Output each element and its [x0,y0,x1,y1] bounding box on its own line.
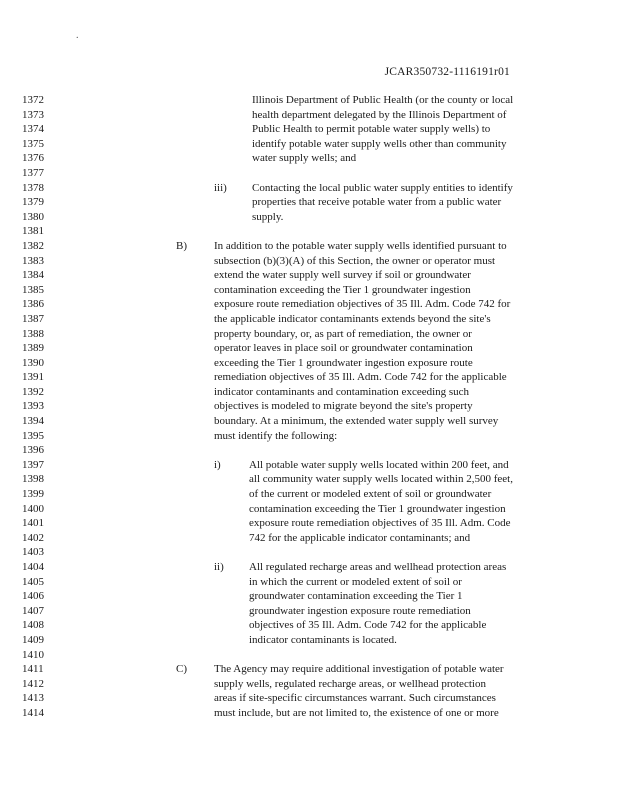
paragraph-text: supply wells, regulated recharge areas, or wellhead protection [214,677,486,690]
text-line [0,531,618,546]
text-line [0,151,618,166]
text-line [0,691,618,706]
line-number: 1374 [22,123,44,136]
paragraph-text: property boundary, or, as part of remediation, the owner or [214,327,472,340]
line-number: 1390 [22,356,44,369]
line-number: 1411 [22,663,44,676]
line-number: 1401 [22,517,44,530]
text-line [0,195,618,210]
text-line [0,224,618,239]
paragraph-text: subsection (b)(3)(A) of this Section, the owner or operator must [214,254,496,267]
text-line [0,93,618,108]
text-line [0,385,618,400]
line-number: 1404 [22,561,44,573]
text-line [0,516,618,531]
line-number: 1410 [22,648,44,661]
text-line [0,356,618,371]
text-line [0,458,618,473]
paragraph-text: groundwater ingestion exposure route remediation [249,604,471,617]
text-line [0,545,618,560]
paragraph-text: the applicable indicator contaminants extends beyond the site's [214,312,491,325]
text-line [0,137,618,152]
paragraph-text: exposure route remediation objectives of 35 Ill. Adm. Code [249,517,511,530]
text-line [0,677,618,692]
paragraph-text: remediation objectives of 35 Ill. Adm. Code 742 for the applicable [214,371,507,384]
line-number: 1373 [22,108,44,121]
text-line [0,312,618,327]
paragraph-text: must identify the following: [214,429,338,442]
line-number: 1405 [22,575,44,588]
text-line [0,268,618,283]
text-line [0,604,618,619]
line-number: 1386 [22,298,44,311]
paragraph-text: extend the water supply well survey if soil or groundwater [214,269,471,282]
line-number: 1394 [22,415,44,428]
paragraph-text: must include, but are not limited to, the existence of one or more [214,706,499,719]
line-number: 1402 [22,531,44,544]
line-number: 1393 [22,400,44,413]
list-marker: ii) [214,561,224,573]
line-number: 1378 [22,181,44,194]
line-number: 1407 [22,604,44,617]
line-number: 1392 [22,385,44,398]
text-line [0,618,618,633]
line-number: 1413 [22,692,44,705]
line-number: 1391 [22,371,44,384]
line-number: 1412 [22,677,44,690]
line-number: 1414 [22,706,44,719]
line-number: 1376 [22,152,44,165]
paragraph-text: indicator contaminants is located. [249,633,397,646]
paragraph-text: identify potable water supply wells other than community [252,137,507,150]
line-number: 1397 [22,458,44,471]
text-line [0,487,618,502]
line-number: 1372 [22,94,44,106]
text-line [0,648,618,663]
paragraph-text: exposure route remediation objectives of 35 Ill. Adm. Code 742 for [214,298,511,311]
text-line [0,122,618,137]
text-line [0,502,618,517]
document-body [0,93,618,721]
list-marker: i) [214,458,221,471]
paragraph-text: contamination exceeding the Tier 1 groundwater ingestion [214,283,471,296]
paragraph-text: All potable water supply wells located within 200 feet, and [249,458,509,471]
text-line [0,662,618,677]
paragraph-text: areas if site-specific circumstances warrant. Such circumstances [214,692,496,705]
paragraph-text: health department delegated by the Illinois Department of [252,108,507,121]
text-line [0,254,618,269]
text-line [0,589,618,604]
paragraph-text: groundwater contamination exceeding the Tier 1 [249,590,463,603]
text-line [0,166,618,181]
text-line [0,429,618,444]
text-line [0,370,618,385]
paragraph-text: properties that receive potable water from a public water [252,196,502,209]
text-line [0,210,618,225]
text-line [0,341,618,356]
paragraph-text: 742 for the applicable indicator contaminants; and [249,531,471,544]
line-number: 1389 [22,342,44,355]
line-number: 1381 [22,225,44,238]
paragraph-text: all community water supply wells located within 2,500 feet, [249,473,513,486]
paragraph-text: objectives of 35 Ill. Adm. Code 742 for the applicable [249,619,487,632]
paragraph-text: exceeding the Tier 1 groundwater ingestion exposure route [214,356,473,369]
paragraph-text: objectives is modeled to migrate beyond the site's property [214,400,473,413]
corner-mark: . [76,30,79,41]
paragraph-text: In addition to the potable water supply wells identified pursuant to [214,239,507,252]
line-number: 1377 [22,166,44,179]
paragraph-text: The Agency may require additional investigation of potable water [214,663,504,676]
paragraph-text: of the current or modeled extent of soil or groundwater [249,488,492,501]
line-number: 1375 [22,137,44,150]
text-line [0,706,618,721]
paragraph-text: contamination exceeding the Tier 1 groundwater ingestion [249,502,506,515]
text-line [0,239,618,254]
paragraph-text: Public Health to permit potable water supply wells) to [252,123,491,136]
list-marker: B) [176,239,187,252]
paragraph-text: in which the current or modeled extent of soil or [249,575,462,588]
line-number: 1387 [22,312,44,325]
text-line [0,297,618,312]
line-number: 1400 [22,502,44,515]
paragraph-text: Illinois Department of Public Health (or the county or local [252,94,514,106]
document-header-code: JCAR350732-1116191r01 [384,66,510,78]
line-number: 1380 [22,210,44,223]
line-number: 1403 [22,546,44,559]
paragraph-text: water supply wells; and [252,152,357,165]
paragraph-text: boundary. At a minimum, the extended water supply well survey [214,415,499,428]
text-line [0,443,618,458]
line-number: 1395 [22,429,44,442]
paragraph-text: All regulated recharge areas and wellhead protection areas [249,561,507,573]
text-line [0,181,618,196]
paragraph-text: supply. [252,210,284,223]
paragraph-text: Contacting the local public water supply entities to identify [252,181,513,194]
text-line [0,283,618,298]
line-number: 1382 [22,239,44,252]
line-number: 1408 [22,619,44,632]
paragraph-text: operator leaves in place soil or groundwater contamination [214,342,473,355]
text-line [0,575,618,590]
text-line [0,560,618,575]
line-number: 1385 [22,283,44,296]
text-line [0,633,618,648]
line-number: 1396 [22,444,44,457]
text-line [0,472,618,487]
line-number: 1409 [22,633,44,646]
line-number: 1388 [22,327,44,340]
line-number: 1383 [22,254,44,267]
paragraph-text: indicator contaminants and contamination exceeding such [214,385,470,398]
line-number: 1399 [22,488,44,501]
line-number: 1379 [22,196,44,209]
line-number: 1398 [22,473,44,486]
text-line [0,108,618,123]
list-marker: C) [176,663,187,676]
text-line [0,414,618,429]
line-number: 1406 [22,590,44,603]
text-line [0,327,618,342]
line-number: 1384 [22,269,44,282]
text-line [0,399,618,414]
list-marker: iii) [214,181,227,194]
